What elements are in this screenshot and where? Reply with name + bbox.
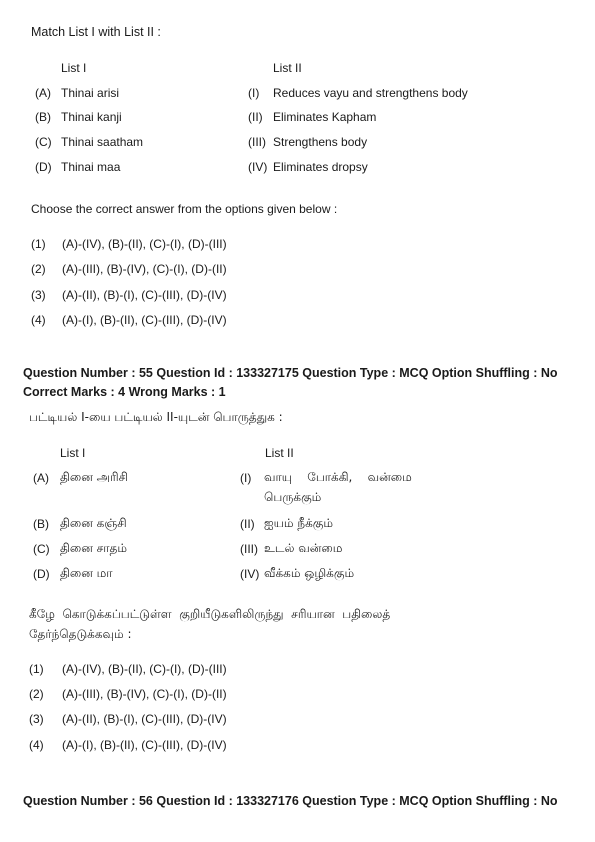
- q54-option-text: (A)-(III), (B)-(IV), (C)-(I), (D)-(II): [62, 262, 227, 276]
- q55-option-text: (A)-(III), (B)-(IV), (C)-(I), (D)-(II): [62, 687, 227, 701]
- q55-option-text: (A)-(II), (B)-(I), (C)-(III), (D)-(IV): [62, 712, 227, 726]
- q55-row-item: தினை கஞ்சி: [60, 516, 127, 530]
- q54-list2-heading: List II: [273, 61, 302, 75]
- q54-row-label: (III): [248, 135, 266, 149]
- q54-option-text: (A)-(II), (B)-(I), (C)-(III), (D)-(IV): [62, 288, 227, 302]
- q55-row-item: வாயு போக்கி, வன்மை: [264, 470, 412, 484]
- q54-option-number: (4): [31, 313, 46, 327]
- q54-option-number: (1): [31, 237, 46, 251]
- q54-option-number: (3): [31, 288, 46, 302]
- q54-row-item: Thinai kanji: [61, 110, 122, 124]
- q55-row-item: தினை மா: [60, 566, 113, 580]
- q55-row-label: (B): [33, 517, 49, 531]
- q55-row-item: தினை அரிசி: [60, 470, 129, 484]
- q55-prompt: பட்டியல் I-யை பட்டியல் II-யுடன் பொருத்துக :: [29, 410, 283, 424]
- q55-marks: Correct Marks : 4 Wrong Marks : 1: [23, 385, 226, 399]
- q55-option-text: (A)-(I), (B)-(II), (C)-(III), (D)-(IV): [62, 738, 227, 752]
- q54-option-text: (A)-(I), (B)-(II), (C)-(III), (D)-(IV): [62, 313, 227, 327]
- q54-row-item: Eliminates Kapham: [273, 110, 377, 124]
- q54-choose-instruction: Choose the correct answer from the options given below :: [31, 202, 338, 216]
- q54-list1-heading: List I: [61, 61, 87, 75]
- q55-row-item: ஐயம் நீக்கும்: [264, 516, 334, 530]
- q54-option-text: (A)-(IV), (B)-(II), (C)-(I), (D)-(III): [62, 237, 227, 251]
- q55-option-number: (4): [29, 738, 44, 752]
- q55-list2-heading: List II: [265, 446, 294, 460]
- q55-list1-heading: List I: [60, 446, 86, 460]
- q55-row-label: (III): [240, 542, 258, 556]
- q54-row-label: (A): [35, 86, 51, 100]
- q54-row-label: (I): [248, 86, 260, 100]
- q55-row-item: வீக்கம் ஒழிக்கும்: [264, 566, 355, 580]
- q54-row-label: (D): [35, 160, 52, 174]
- q55-row-item: உடல் வன்மை: [264, 541, 343, 555]
- q55-row-label: (IV): [240, 567, 260, 581]
- q54-prompt: Match List I with List II :: [31, 25, 161, 39]
- q54-row-item: Eliminates dropsy: [273, 160, 368, 174]
- q56-header: Question Number : 56 Question Id : 133327176 Question Type : MCQ Option Shuffling : No: [23, 794, 558, 808]
- q55-option-number: (3): [29, 712, 44, 726]
- q54-row-item: Thinai saatham: [61, 135, 144, 149]
- q54-option-number: (2): [31, 262, 46, 276]
- q54-row-item: Thinai maa: [61, 160, 121, 174]
- q54-row-item: Thinai arisi: [61, 86, 120, 100]
- q55-choose-instruction: கீழே கொடுக்கப்பட்டுள்ள குறியீடுகளிலிருந்து சரியான பதிலைத்: [29, 607, 391, 621]
- q55-row-item: தினை சாதம்: [60, 541, 128, 555]
- q54-row-label: (C): [35, 135, 52, 149]
- q54-row-label: (IV): [248, 160, 268, 174]
- q55-option-text: (A)-(IV), (B)-(II), (C)-(I), (D)-(III): [62, 662, 227, 676]
- q54-row-label: (B): [35, 110, 51, 124]
- q55-row-label: (A): [33, 471, 49, 485]
- q55-header: Question Number : 55 Question Id : 133327175 Question Type : MCQ Option Shuffling : No: [23, 366, 558, 380]
- q55-choose-instruction-continued: தேர்ந்தெடுக்கவும் :: [29, 627, 132, 641]
- q55-row-label: (I): [240, 471, 252, 485]
- q55-row-label: (II): [240, 517, 255, 531]
- q54-row-item: Strengthens body: [273, 135, 368, 149]
- q55-option-number: (1): [29, 662, 44, 676]
- q55-row-item-continued: பெருக்கும்: [264, 490, 322, 504]
- q54-row-label: (II): [248, 110, 263, 124]
- q55-option-number: (2): [29, 687, 44, 701]
- q55-row-label: (C): [33, 542, 50, 556]
- q55-row-label: (D): [33, 567, 50, 581]
- q54-row-item: Reduces vayu and strengthens body: [273, 86, 468, 100]
